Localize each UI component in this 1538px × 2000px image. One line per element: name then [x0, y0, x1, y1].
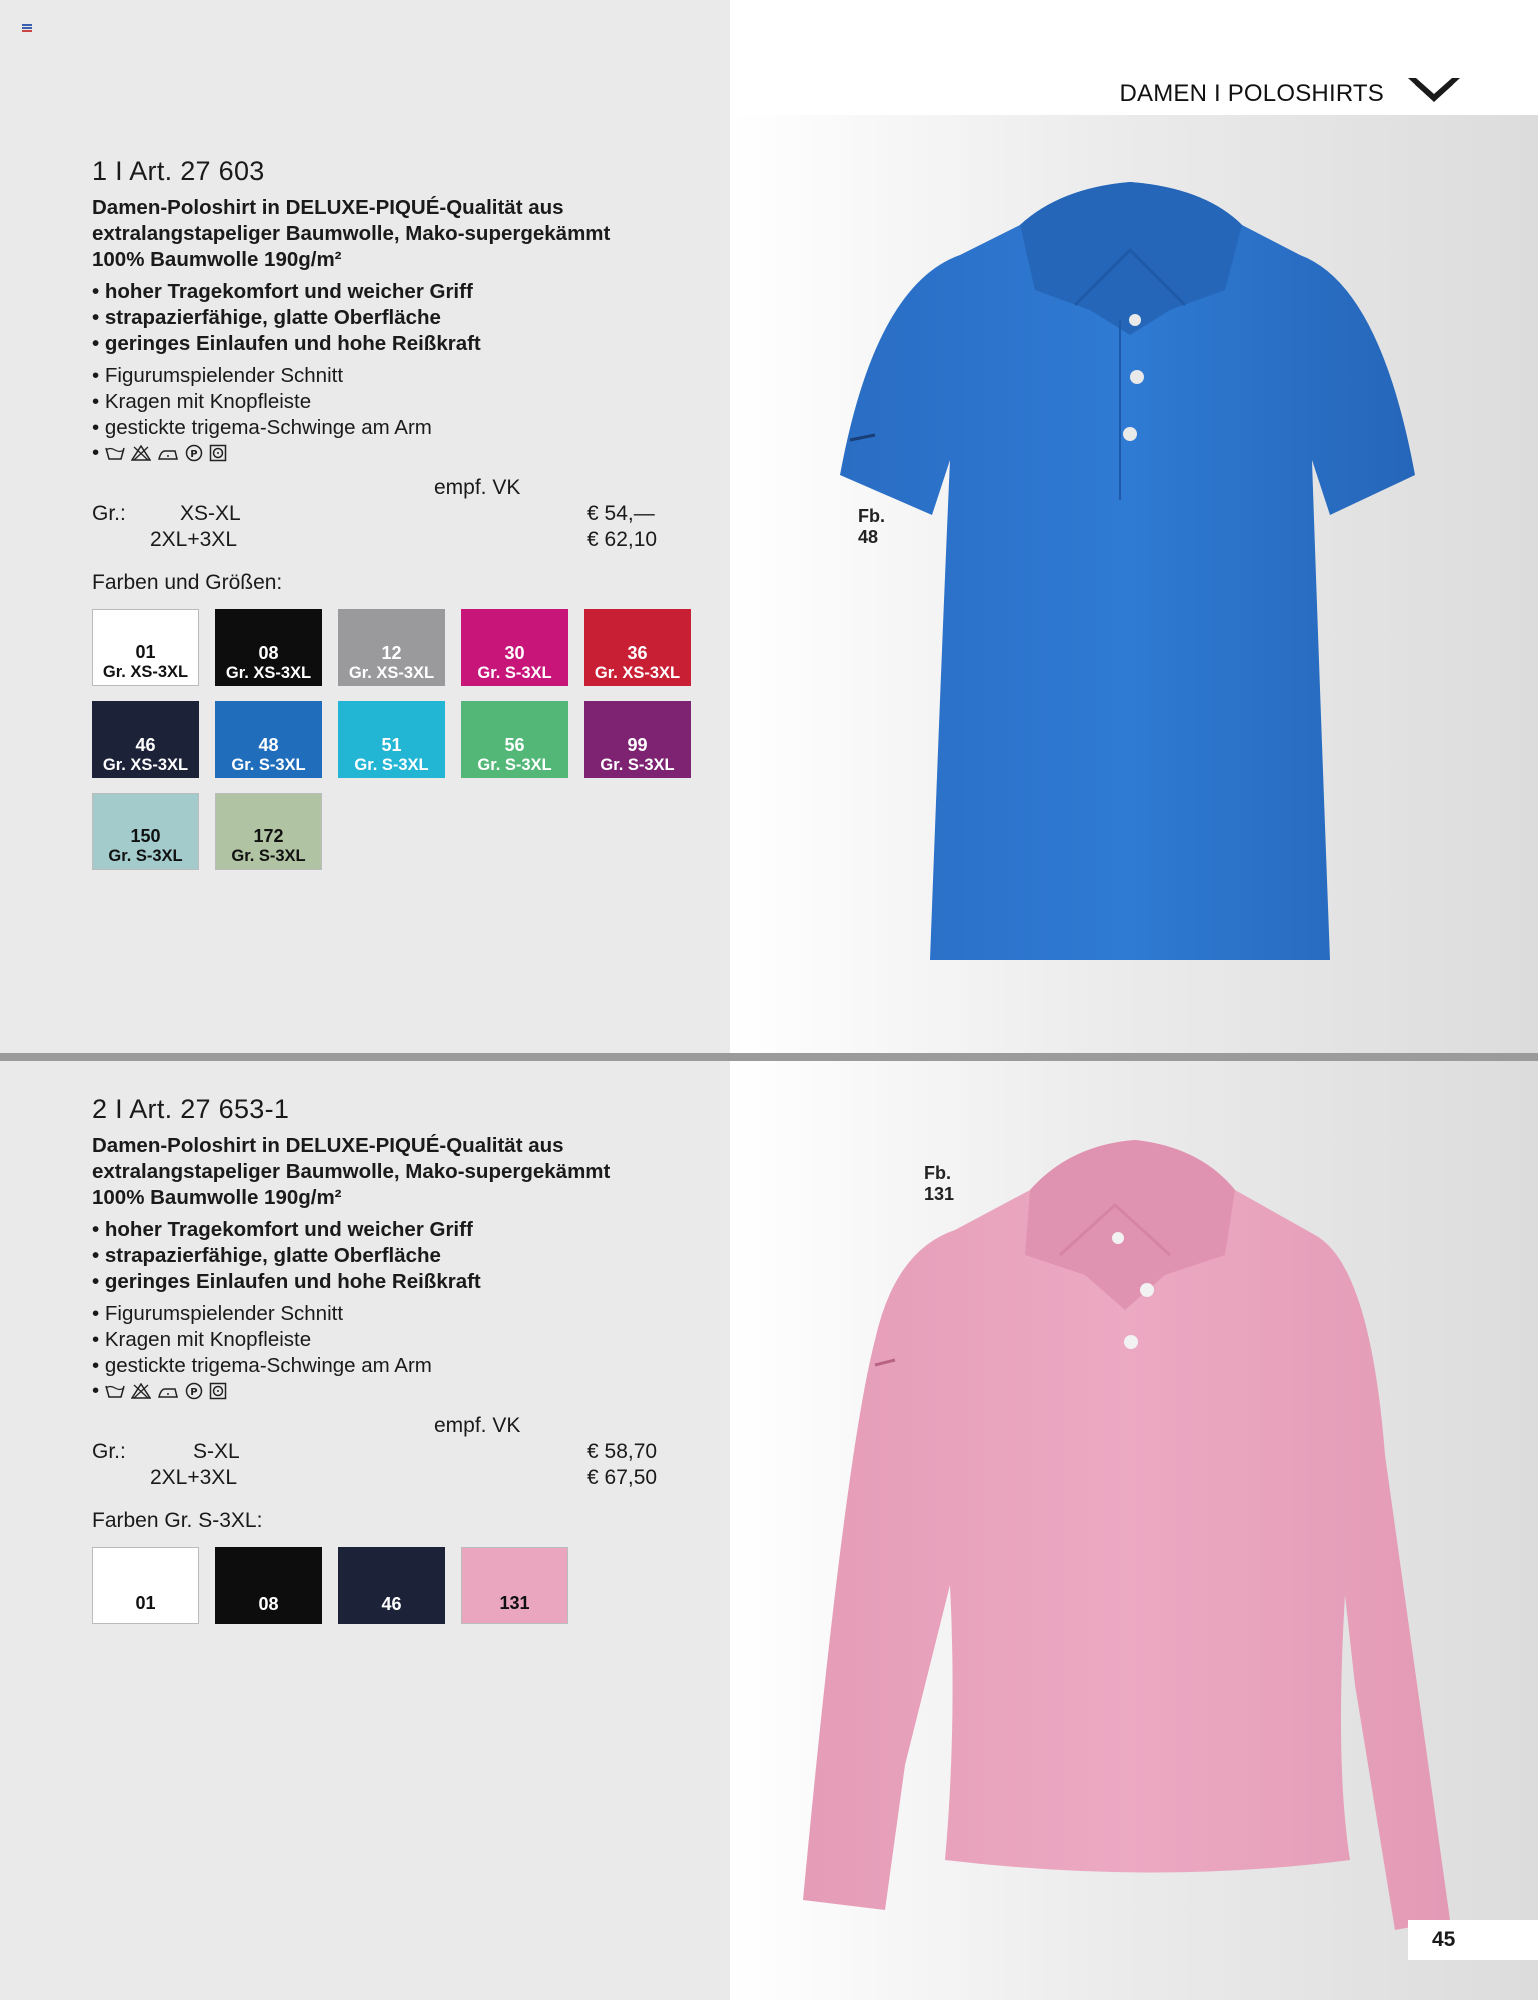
- product-title: 2 I Art. 27 653-1: [92, 1094, 290, 1124]
- page-number: 45: [1408, 1920, 1538, 1960]
- color-size-range: Gr. S-3XL: [108, 847, 183, 865]
- price-table: [92, 1413, 712, 1493]
- color-swatches: [92, 609, 712, 875]
- svg-text:P: P: [190, 449, 198, 460]
- color-code: 12: [381, 643, 402, 663]
- color-swatch-172: [215, 793, 322, 870]
- color-size-range: Gr. S-3XL: [477, 664, 552, 682]
- no-bleach-icon: [131, 445, 151, 461]
- colors-label: Farben Gr. S-3XL:: [92, 1509, 263, 1532]
- color-swatch-30: [461, 609, 568, 686]
- color-code: 56: [504, 735, 525, 755]
- key-features: • hoher Tragekomfort und weicher Griff • strapazierfähige, glatte Oberfläche • geringes Einlaufen und hohe Reißkraft: [92, 280, 481, 355]
- dry-clean-p-icon: [185, 444, 203, 462]
- price: € 62,10: [587, 528, 658, 551]
- care-symbols: • P: [92, 441, 712, 465]
- color-code: 99: [627, 735, 648, 755]
- product-section-1: [92, 156, 712, 875]
- color-swatch-08: [215, 609, 322, 686]
- size-range: 2XL+3XL: [150, 1466, 237, 1489]
- size-label: Gr.:: [92, 1440, 126, 1463]
- product-description: Damen-Poloshirt in DELUXE-PIQUÉ-Qualität aus extralangstapeliger Baumwolle, Mako-supergekämmt 100% Baumwolle 190g/m²: [92, 1134, 611, 1209]
- color-swatch-56: [461, 701, 568, 778]
- color-code: 08: [258, 643, 279, 663]
- size-label: Gr.:: [92, 502, 126, 525]
- color-code: 150: [130, 826, 161, 846]
- color-size-range: Gr. XS-3XL: [102, 756, 189, 774]
- wash-40-icon: [105, 1383, 125, 1399]
- color-code: 48: [258, 735, 279, 755]
- color-swatch-51: [338, 701, 445, 778]
- iron-icon: [157, 1383, 179, 1399]
- color-code: 46: [135, 735, 156, 755]
- color-code: 08: [258, 1594, 279, 1614]
- wash-40-icon: [105, 445, 125, 461]
- product-image-pink-polo: [795, 1125, 1465, 1935]
- color-code: 01: [135, 642, 156, 662]
- price-table: [92, 475, 712, 555]
- color-swatch-08: [215, 1547, 322, 1624]
- price: € 58,70: [587, 1440, 658, 1463]
- iron-icon: [157, 445, 179, 461]
- product-description: Damen-Poloshirt in DELUXE-PIQUÉ-Qualität aus extralangstapeliger Baumwolle, Mako-supergekämmt 100% Baumwolle 190g/m²: [92, 196, 611, 271]
- image-color-label: Fb. 131: [924, 1163, 955, 1204]
- feature-list: • Figurumspielender Schnitt • Kragen mit Knopfleiste • gestickte trigema-Schwinge am Arm • P: [92, 1301, 712, 1403]
- color-code: 01: [135, 1593, 156, 1613]
- dry-clean-p-icon: [185, 1382, 203, 1400]
- color-swatch-46: [338, 1547, 445, 1624]
- feature-list: • Figurumspielender Schnitt • Kragen mit Knopfleiste • gestickte trigema-Schwinge am Arm • P: [92, 363, 712, 465]
- color-code: 46: [381, 1594, 402, 1614]
- color-swatch-12: [338, 609, 445, 686]
- color-swatch-36: [584, 609, 691, 686]
- color-code: 30: [504, 643, 525, 663]
- section-divider: [0, 1053, 1538, 1061]
- key-features: • hoher Tragekomfort und weicher Griff • strapazierfähige, glatte Oberfläche • geringes Einlaufen und hohe Reißkraft: [92, 1218, 481, 1293]
- colors-label: Farben und Größen:: [92, 571, 283, 594]
- color-swatch-01: [92, 609, 199, 686]
- product-image-blue-polo: [830, 170, 1450, 970]
- size-range: XS-XL: [180, 502, 241, 525]
- flag-icon: [22, 24, 32, 32]
- svg-text:P: P: [190, 1387, 198, 1398]
- color-swatch-99: [584, 701, 691, 778]
- color-size-range: Gr. XS-3XL: [225, 664, 312, 682]
- color-size-range: Gr. S-3XL: [231, 847, 306, 865]
- product-title: 1 I Art. 27 603: [92, 156, 265, 186]
- color-swatch-48: [215, 701, 322, 778]
- tumble-dry-icon: [209, 1382, 227, 1400]
- color-code: 172: [253, 826, 284, 846]
- color-size-range: Gr. XS-3XL: [102, 663, 189, 681]
- color-swatch-01: [92, 1547, 199, 1624]
- size-range: S-XL: [193, 1440, 240, 1463]
- color-code: 131: [499, 1593, 530, 1613]
- trigema-wing-logo-icon: [1406, 72, 1462, 108]
- color-code: 36: [627, 643, 648, 663]
- color-swatch-150: [92, 793, 199, 870]
- color-size-range: Gr. S-3XL: [354, 756, 429, 774]
- color-size-range: Gr. S-3XL: [600, 756, 675, 774]
- color-size-range: Gr. S-3XL: [477, 756, 552, 774]
- color-size-range: Gr. XS-3XL: [594, 664, 681, 682]
- care-symbols: • P: [92, 1379, 712, 1403]
- color-size-range: Gr. XS-3XL: [348, 664, 435, 682]
- color-swatches: [92, 1547, 712, 1627]
- image-color-label: Fb. 48: [858, 506, 885, 547]
- color-swatch-46: [92, 701, 199, 778]
- price: € 67,50: [587, 1466, 658, 1489]
- page-header-title: DAMEN I POLOSHIRTS: [1119, 80, 1384, 107]
- tumble-dry-icon: [209, 444, 227, 462]
- color-code: 51: [381, 735, 402, 755]
- price: € 54,—: [587, 502, 655, 525]
- size-range: 2XL+3XL: [150, 528, 237, 551]
- color-swatch-131: [461, 1547, 568, 1624]
- price-header: empf. VK: [434, 476, 521, 499]
- no-bleach-icon: [131, 1383, 151, 1399]
- color-size-range: Gr. S-3XL: [231, 756, 306, 774]
- price-header: empf. VK: [434, 1414, 521, 1437]
- product-section-2: [92, 1094, 712, 1627]
